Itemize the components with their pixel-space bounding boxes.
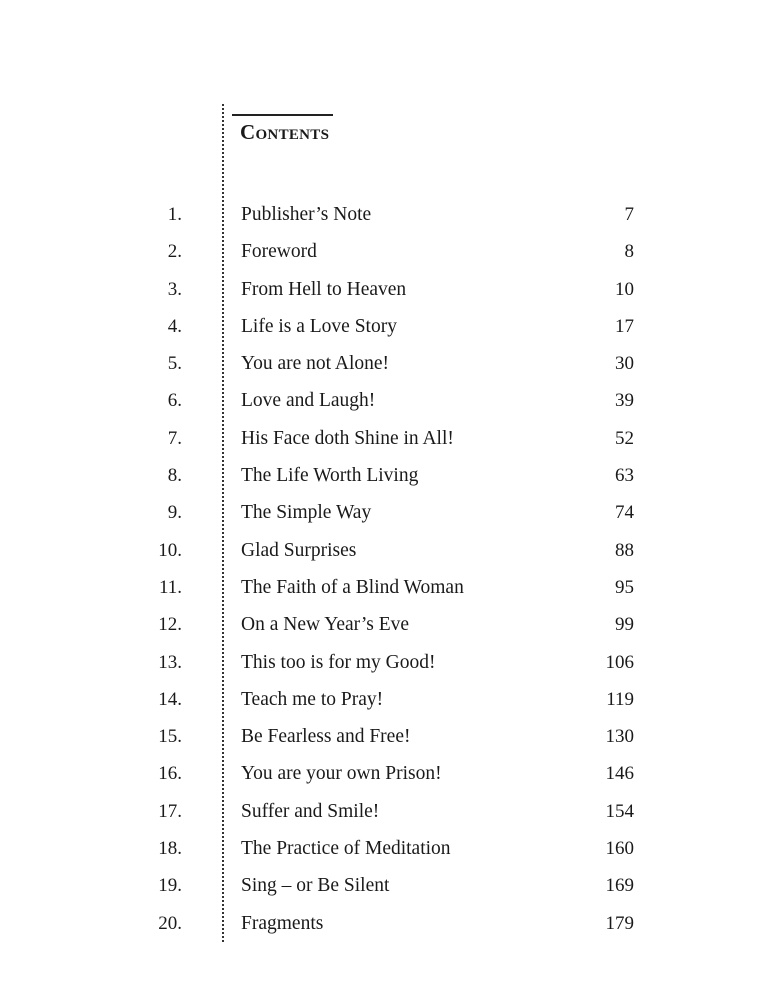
chapter-title: Love and Laugh! (241, 390, 376, 412)
chapter-number: 12. (158, 614, 182, 636)
toc-entry (0, 757, 773, 794)
page-number: 106 (605, 651, 634, 673)
chapter-number: 9. (167, 502, 182, 524)
toc-entry (0, 347, 773, 384)
page-number: 39 (615, 390, 634, 412)
page-number: 146 (605, 763, 634, 785)
page-number: 154 (605, 800, 634, 822)
chapter-number: 2. (167, 241, 182, 263)
page-number: 52 (615, 427, 634, 449)
toc-entry (0, 907, 773, 944)
page-number: 119 (606, 688, 634, 710)
page-number: 130 (605, 726, 634, 748)
chapter-title: From Hell to Heaven (241, 278, 407, 300)
chapter-title: Glad Surprises (241, 539, 357, 561)
page-number: 88 (615, 539, 634, 561)
toc-entry (0, 720, 773, 757)
chapter-title: You are your own Prison! (241, 763, 442, 785)
page-number: 63 (615, 465, 634, 487)
chapter-number: 15. (158, 726, 182, 748)
page-number: 179 (605, 912, 634, 934)
chapter-number: 16. (158, 763, 182, 785)
chapter-number: 11. (158, 576, 182, 598)
page-number: 169 (605, 875, 634, 897)
page-title: Contents (240, 120, 330, 144)
toc-entry (0, 422, 773, 459)
toc-entry (0, 384, 773, 421)
toc-entry (0, 534, 773, 571)
page-number: 95 (615, 576, 634, 598)
chapter-number: 19. (158, 875, 182, 897)
chapter-number: 20. (158, 912, 182, 934)
chapter-number: 7. (167, 427, 182, 449)
toc-entry (0, 571, 773, 608)
toc-entry (0, 235, 773, 272)
chapter-title: The Faith of a Blind Woman (241, 576, 464, 598)
chapter-title: Suffer and Smile! (241, 800, 380, 822)
page-number: 74 (615, 502, 634, 524)
chapter-number: 13. (158, 651, 182, 673)
page-number: 99 (615, 614, 634, 636)
chapter-number: 1. (167, 204, 182, 225)
chapter-title: You are not Alone! (241, 353, 390, 375)
page-number: 160 (605, 838, 634, 860)
chapter-number: 10. (158, 539, 182, 561)
chapter-title: Be Fearless and Free! (241, 726, 411, 748)
chapter-number: 4. (167, 315, 182, 337)
toc-entry (0, 273, 773, 310)
chapter-title: Publisher’s Note (241, 204, 372, 225)
chapter-title: Fragments (241, 912, 324, 934)
toc-entry (0, 869, 773, 906)
page-number: 8 (624, 241, 634, 263)
toc-entry (0, 198, 773, 235)
chapter-title: This too is for my Good! (241, 651, 436, 673)
chapter-title: Sing – or Be Silent (241, 875, 390, 897)
chapter-title: The Simple Way (241, 502, 372, 524)
page-number: 7 (624, 204, 634, 225)
chapter-title: On a New Year’s Eve (241, 614, 410, 636)
toc-entry (0, 646, 773, 683)
chapter-number: 14. (158, 688, 182, 710)
chapter-number: 6. (167, 390, 182, 412)
toc-entry (0, 608, 773, 645)
chapter-number: 8. (167, 465, 182, 487)
toc-entry (0, 459, 773, 496)
toc-entry (0, 683, 773, 720)
chapter-number: 17. (158, 800, 182, 822)
title-rule (232, 114, 333, 116)
chapter-number: 18. (158, 838, 182, 860)
toc-entry (0, 496, 773, 533)
chapter-title: The Practice of Meditation (241, 838, 451, 860)
page-number: 17 (615, 315, 634, 337)
chapter-title: Teach me to Pray! (241, 688, 384, 710)
page-number: 30 (615, 353, 634, 375)
chapter-title: His Face doth Shine in All! (241, 427, 454, 449)
toc-entry (0, 310, 773, 347)
chapter-number: 3. (167, 278, 182, 300)
chapter-title: Life is a Love Story (241, 315, 397, 337)
table-of-contents (0, 198, 773, 944)
chapter-number: 5. (167, 353, 182, 375)
chapter-title: The Life Worth Living (241, 465, 419, 487)
toc-entry (0, 795, 773, 832)
toc-entry (0, 832, 773, 869)
page-number: 10 (615, 278, 634, 300)
chapter-title: Foreword (241, 241, 317, 263)
